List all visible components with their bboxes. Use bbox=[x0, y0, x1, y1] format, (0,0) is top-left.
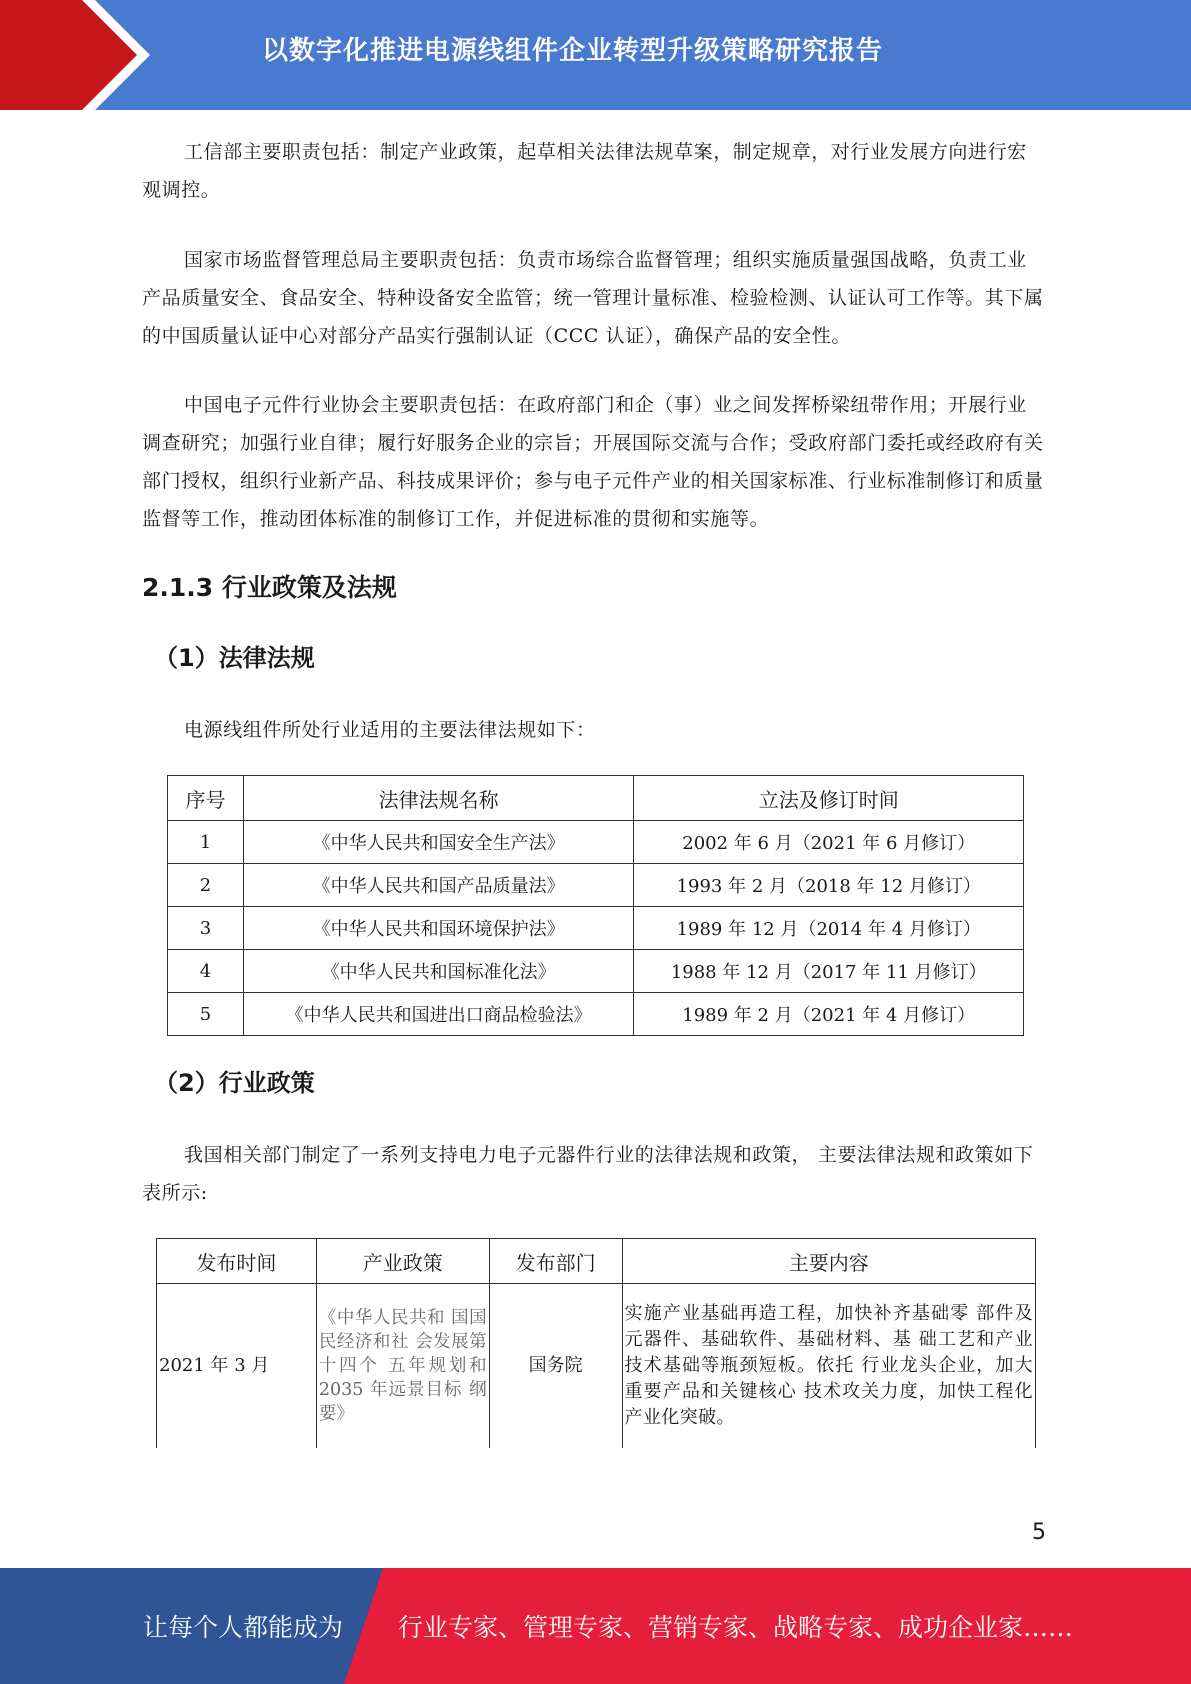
page-footer bbox=[0, 1568, 1191, 1684]
law-name: 《中华人民共和国产品质量法》 bbox=[243, 864, 634, 907]
section-heading: 2.1.3 行业政策及法规 bbox=[142, 573, 397, 602]
page-number: 5 bbox=[1032, 1520, 1046, 1545]
column-header: 产业政策 bbox=[316, 1239, 489, 1284]
table-row bbox=[168, 993, 1024, 1036]
footer-slogan-right: 行业专家、管理专家、营销专家、战略专家、成功企业家…… bbox=[398, 1613, 1074, 1642]
law-name: 《中华人民共和国安全生产法》 bbox=[243, 821, 634, 864]
laws-heading: （1）法律法规 bbox=[154, 644, 315, 672]
policy-dept: 国务院 bbox=[489, 1284, 622, 1449]
column-header: 发布时间 bbox=[157, 1239, 317, 1284]
law-time: 1988 年 12 月（2017 年 11 月修订） bbox=[634, 950, 1024, 993]
laws-intro: 电源线组件所处行业适用的主要法律法规如下： bbox=[184, 719, 596, 741]
policy-table bbox=[156, 1238, 1036, 1448]
column-header: 法律法规名称 bbox=[243, 776, 634, 821]
law-name: 《中华人民共和国标准化法》 bbox=[243, 950, 634, 993]
law-time: 2002 年 6 月（2021 年 6 月修订） bbox=[634, 821, 1024, 864]
law-time: 1989 年 12 月（2014 年 4 月修订） bbox=[634, 907, 1024, 950]
law-number: 4 bbox=[168, 950, 244, 993]
law-name: 《中华人民共和国进出口商品检验法》 bbox=[243, 993, 634, 1036]
law-number: 3 bbox=[168, 907, 244, 950]
policy-content: 实施产业基础再造工程，加快补齐基础零 部件及元器件、基础软件、基础材料、基 础工艺和产业技术基础等瓶颈短板。依托 行业龙头企业，加大重要产品和关键核心 技术攻关力度，加快工程化产业化突破。 bbox=[622, 1284, 1036, 1449]
column-header: 序号 bbox=[168, 776, 244, 821]
law-number: 2 bbox=[168, 864, 244, 907]
policy-name: 《中华人民共和 国国民经济和社 会发展第十四个 五年规划和 2035 年远景目标 纲要》 bbox=[316, 1284, 489, 1449]
law-time: 1989 年 2 月（2021 年 4 月修订） bbox=[634, 993, 1024, 1036]
column-header: 立法及修订时间 bbox=[634, 776, 1024, 821]
column-header: 发布部门 bbox=[489, 1239, 622, 1284]
law-number: 1 bbox=[168, 821, 244, 864]
table-row bbox=[168, 821, 1024, 864]
footer-slogan-left: 让每个人都能成为 bbox=[143, 1613, 344, 1642]
law-time: 1993 年 2 月（2018 年 12 月修订） bbox=[634, 864, 1024, 907]
law-number: 5 bbox=[168, 993, 244, 1036]
table-row bbox=[168, 950, 1024, 993]
paragraph-samr: 国家市场监督管理总局主要职责包括：负责市场综合监督管理；组织实施质量强国战略，负责工业产品质量安全、食品安全、特种设备安全监管；统一管理计量标准、检验检测、认证认可工作等。其下属的中国质量认证中心对部分产品实行强制认证（CCC 认证），确保产品的安全性。 bbox=[142, 249, 1044, 347]
table-row bbox=[168, 907, 1024, 950]
table-row bbox=[168, 864, 1024, 907]
policy-table-header bbox=[157, 1239, 1036, 1284]
policy-intro: 我国相关部门制定了一系列支持电力电子元器件行业的法律法规和政策， 主要法律法规和政策如下表所示: bbox=[142, 1144, 1034, 1204]
header-title: 以数字化推进电源线组件企业转型升级策略研究报告 bbox=[262, 36, 884, 66]
paragraph-miit: 工信部主要职责包括：制定产业政策，起草相关法律法规草案，制定规章，对行业发展方向进行宏观调控。 bbox=[142, 141, 1027, 201]
table-row bbox=[157, 1284, 1036, 1449]
column-header: 主要内容 bbox=[622, 1239, 1036, 1284]
paragraph-cecA: 中国电子元件行业协会主要职责包括：在政府部门和企（事）业之间发挥桥梁纽带作用；开展行业调查研究；加强行业自律；履行好服务企业的宗旨；开展国际交流与合作；受政府部门委托或经政府有关部门授权，组织行业新产品、科技成果评价；参与电子元件产业的相关国家标准、行业标准制修订和质量监督等工作，推动团体标准的制修订工作，并促进标准的贯彻和实施等。 bbox=[142, 394, 1044, 530]
law-name: 《中华人民共和国环境保护法》 bbox=[243, 907, 634, 950]
laws-table bbox=[167, 775, 1024, 1036]
page-header bbox=[0, 0, 1191, 110]
laws-table-header bbox=[168, 776, 1024, 821]
policy-heading: （2）行业政策 bbox=[154, 1069, 315, 1097]
policy-time: 2021 年 3 月 bbox=[157, 1284, 317, 1449]
